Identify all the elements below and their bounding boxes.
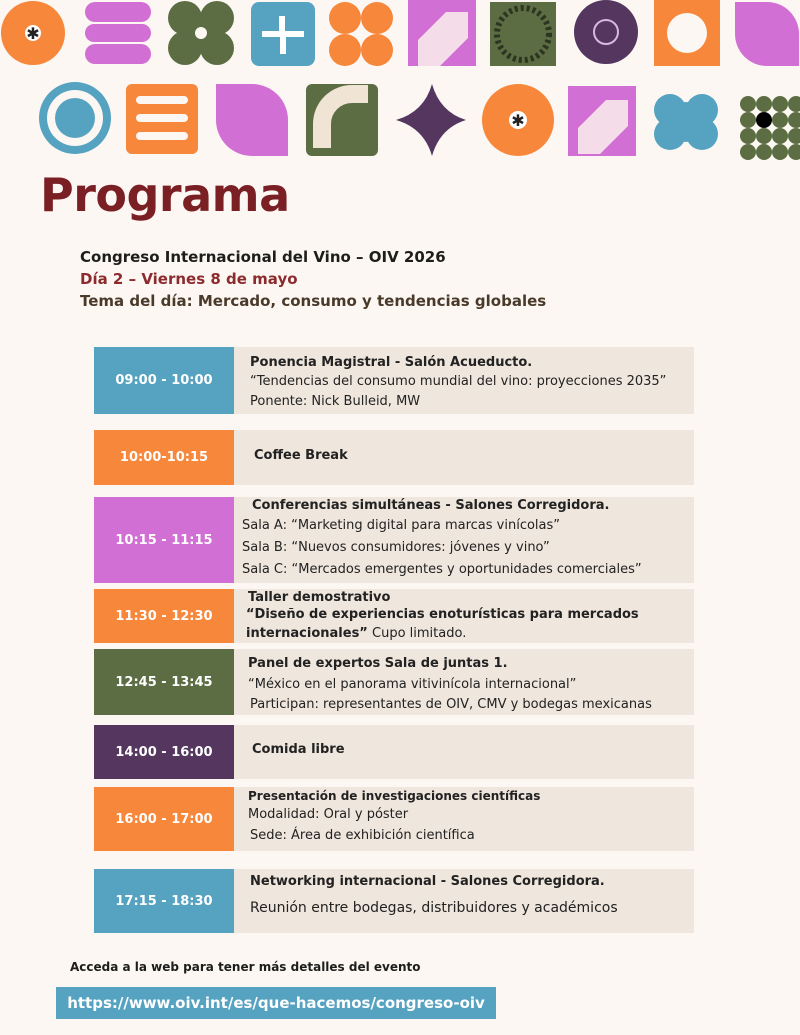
striped-circle-icon: [39, 82, 111, 154]
star-diamond-icon: [396, 84, 466, 156]
session-line: “México en el panorama vitivinícola internacional”: [248, 677, 577, 692]
time-slot: 12:45 - 13:45: [94, 649, 234, 715]
magenta-leaf-icon: [735, 2, 799, 66]
session-details: [234, 430, 694, 485]
schedule-row: [94, 589, 694, 643]
page-title: Programa: [40, 168, 290, 222]
session-line: Modalidad: Oral y póster: [248, 807, 409, 822]
time-slot: 11:30 - 12:30: [94, 589, 234, 643]
magenta-square-icon-2: [568, 86, 636, 156]
session-line-bold: internacionales”: [246, 626, 368, 641]
session-title: Ponencia Magistral - Salón Acueducto.: [250, 355, 533, 370]
square-sun-icon: [654, 0, 720, 66]
session-title: Panel de expertos Sala de juntas 1.: [248, 656, 508, 671]
time-slot: 10:00-10:15: [94, 430, 234, 485]
circle-knot-icon: [574, 0, 638, 64]
svg-text:✱: ✱: [26, 24, 40, 43]
time-slot: 09:00 - 10:00: [94, 347, 234, 414]
schedule-row: [94, 430, 694, 485]
event-name: Congreso Internacional del Vino – OIV 2026: [80, 248, 446, 266]
session-title: Coffee Break: [254, 448, 348, 463]
website-link[interactable]: https://www.oiv.int/es/que-hacemos/congreso-oiv: [56, 987, 496, 1019]
four-dots-icon: [329, 2, 393, 66]
schedule-row: [94, 347, 694, 414]
session-title: Presentación de investigaciones científicas: [248, 789, 541, 803]
stacked-pills-icon: [85, 2, 151, 64]
wave-square-icon: [126, 84, 198, 154]
session-line: Participan: representantes de OIV, CMV y bodegas mexicanas: [250, 697, 652, 712]
magenta-square-icon: [408, 0, 476, 66]
session-details: [234, 497, 694, 583]
schedule-row: [94, 649, 694, 715]
schedule-row: [94, 787, 694, 851]
event-day: Día 2 – Viernes 8 de mayo: [80, 270, 298, 288]
session-details: [234, 589, 694, 643]
session-details: [234, 649, 694, 715]
session-title: Comida libre: [252, 742, 345, 757]
session-title: Conferencias simultáneas - Salones Corregidora.: [252, 498, 610, 513]
flower-icon-2: [482, 84, 554, 156]
time-slot: 16:00 - 17:00: [94, 787, 234, 851]
session-details: [234, 347, 694, 414]
schedule-row: [94, 725, 694, 779]
schedule-row: [94, 497, 694, 583]
session-details: [234, 787, 694, 851]
decorative-shapes-banner: [0, 0, 800, 165]
flower-icon: [1, 1, 65, 65]
blue-flower-icon: [654, 94, 718, 150]
session-title: Networking internacional - Salones Corregidora.: [250, 874, 605, 889]
session-line: [246, 626, 466, 641]
session-line: Sala C: “Mercados emergentes y oportunidades comerciales”: [242, 562, 642, 577]
session-line: Reunión entre bodegas, distribuidores y académicos: [250, 900, 618, 916]
time-slot: 14:00 - 16:00: [94, 725, 234, 779]
schedule-row: [94, 869, 694, 933]
sunburst-icon: [490, 2, 556, 66]
session-line: “Tendencias del consumo mundial del vino: proyecciones 2035”: [250, 374, 667, 389]
session-line: Sala B: “Nuevos consumidores: jóvenes y vino”: [242, 540, 550, 555]
time-slot: 17:15 - 18:30: [94, 869, 234, 933]
arc-square-icon: [306, 84, 378, 156]
dot-grid-icon: [740, 96, 800, 160]
magenta-quarter-icon: [216, 84, 288, 156]
svg-text:✱: ✱: [511, 111, 525, 130]
session-line: Sede: Área de exhibición científica: [250, 828, 475, 843]
session-note: Cupo limitado.: [372, 626, 467, 641]
session-title: Taller demostrativo: [248, 590, 391, 605]
day-theme: Tema del día: Mercado, consumo y tendencias globales: [80, 292, 547, 310]
session-line: “Diseño de experiencias enoturísticas para mercados: [246, 607, 639, 622]
footer-note: Acceda a la web para tener más detalles del evento: [70, 960, 421, 974]
time-slot: 10:15 - 11:15: [94, 497, 234, 583]
session-details: [234, 869, 694, 933]
session-details: [234, 725, 694, 779]
session-line: Ponente: Nick Bulleid, MW: [250, 394, 421, 409]
clover-icon: [168, 1, 234, 65]
square-cross-icon: [251, 2, 315, 66]
session-line: Sala A: “Marketing digital para marcas vinícolas”: [242, 518, 561, 533]
